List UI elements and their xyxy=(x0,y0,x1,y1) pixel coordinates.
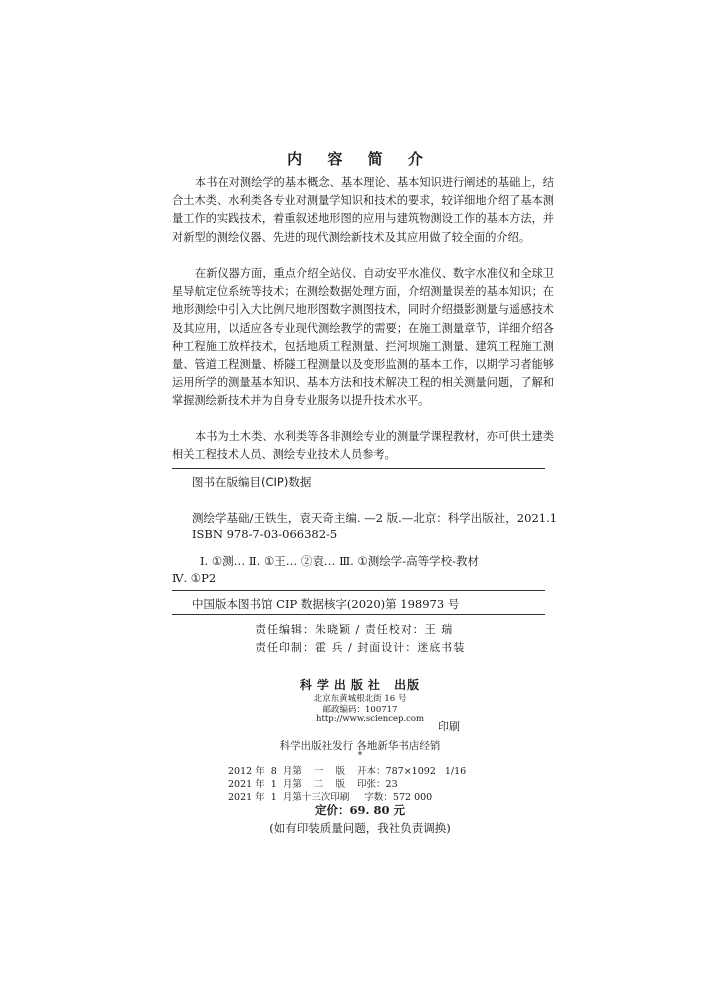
cip-isbn: ISBN 978-7-03-066382-5 xyxy=(192,527,338,541)
price: 定价：69. 80 元 xyxy=(314,803,406,817)
cip-bottom-rule xyxy=(172,614,545,615)
printed-label: 印刷 xyxy=(438,720,460,733)
cip-top-rule xyxy=(172,468,545,469)
publisher-url: http://www.sciencep.com xyxy=(316,714,425,724)
cip-heading: 图书在版编目(CIP)数据 xyxy=(192,475,312,489)
separator-star: * xyxy=(357,751,363,761)
summary-title: 内 容 简 介 xyxy=(287,150,433,168)
publisher-suffix: 出版 xyxy=(394,678,421,692)
publisher-logo: 科学出版社 xyxy=(299,678,385,692)
summary-paragraph: 本书为土木类、水利类等各非测绘专业的测量学课程教材，亦可供土建类相关工程技术人员、测绘专业技术人员参考。 xyxy=(172,430,554,462)
publisher-address: 北京东黄城根北街 16 号 xyxy=(313,694,407,704)
publisher-postcode: 邮政编码：100717 xyxy=(322,705,398,715)
editors-line: 责任编辑：朱晓颖 / 责任校对：王 瑞 xyxy=(255,623,454,636)
publisher-name xyxy=(0,676,720,693)
printing-row: 2021 年 1 月第十三次印刷 字数：572 000 xyxy=(228,792,433,803)
summary-paragraph: 本书在对测绘学的基本概念、基本理论、基本知识进行阐述的基础上，结合土木类、水利类各专业对测量学知识和技术的要求，较详细地介绍了基本测量工作的实践技术，着重叙述地形图的应用与建筑物测设工作的基本方法，并对新型的测绘仪器、先进的现代测绘新技术及其应用做了较全面的介绍。 xyxy=(172,176,554,244)
printing-row: 2021 年 1 月第 二 版 印张：23 xyxy=(228,779,398,790)
quality-note: (如有印装质量问题，我社负责调换) xyxy=(269,821,451,835)
summary-paragraph: 在新仪器方面，重点介绍全站仪、自动安平水准仪、数字水准仪和全球卫星导航定位系统等技术；在测绘数据处理方面，介绍测量误差的基本知识；在地形测绘中引入大比例尺地形图数字测图技术，同时介绍摄影测量与遥感技术及其应用，以适应各专业现代测绘教学的需要；在施工测量章节，详细介绍各种工程施工放样技术，包括地质工程测量、拦河坝施工测量、建筑工程施工测量、管道工程测量、桥隧工程测量以及变形监测的基本工作，以期学习者能够运用所学的测量基本知识、基本方法和技术解决工程的相关测量问题，了解和掌握测绘新技术并为自身专业服务以提升技术水平。 xyxy=(172,267,554,408)
cip-mid-rule xyxy=(172,590,545,591)
printing-row: 2012 年 8 月第 一 版 开本：787×1092 1/16 xyxy=(228,766,467,777)
cip-record-number: 中国版本图书馆 CIP 数据核字(2020)第 198973 号 xyxy=(192,597,460,611)
cip-classification: Ⅰ. ①测… Ⅱ. ①王… ②袁… Ⅲ. ①测绘学-高等学校-教材 xyxy=(200,554,480,568)
cip-classification: Ⅳ. ①P2 xyxy=(172,571,217,585)
editors-line: 责任印制：霍 兵 / 封面设计：迷底书装 xyxy=(255,641,466,654)
distribution-line: 科学出版社发行 各地新华书店经销 xyxy=(279,740,441,752)
cip-line: 测绘学基础/王铁生，袁天奇主编. —2 版.—北京：科学出版社，2021.1 xyxy=(192,511,558,525)
